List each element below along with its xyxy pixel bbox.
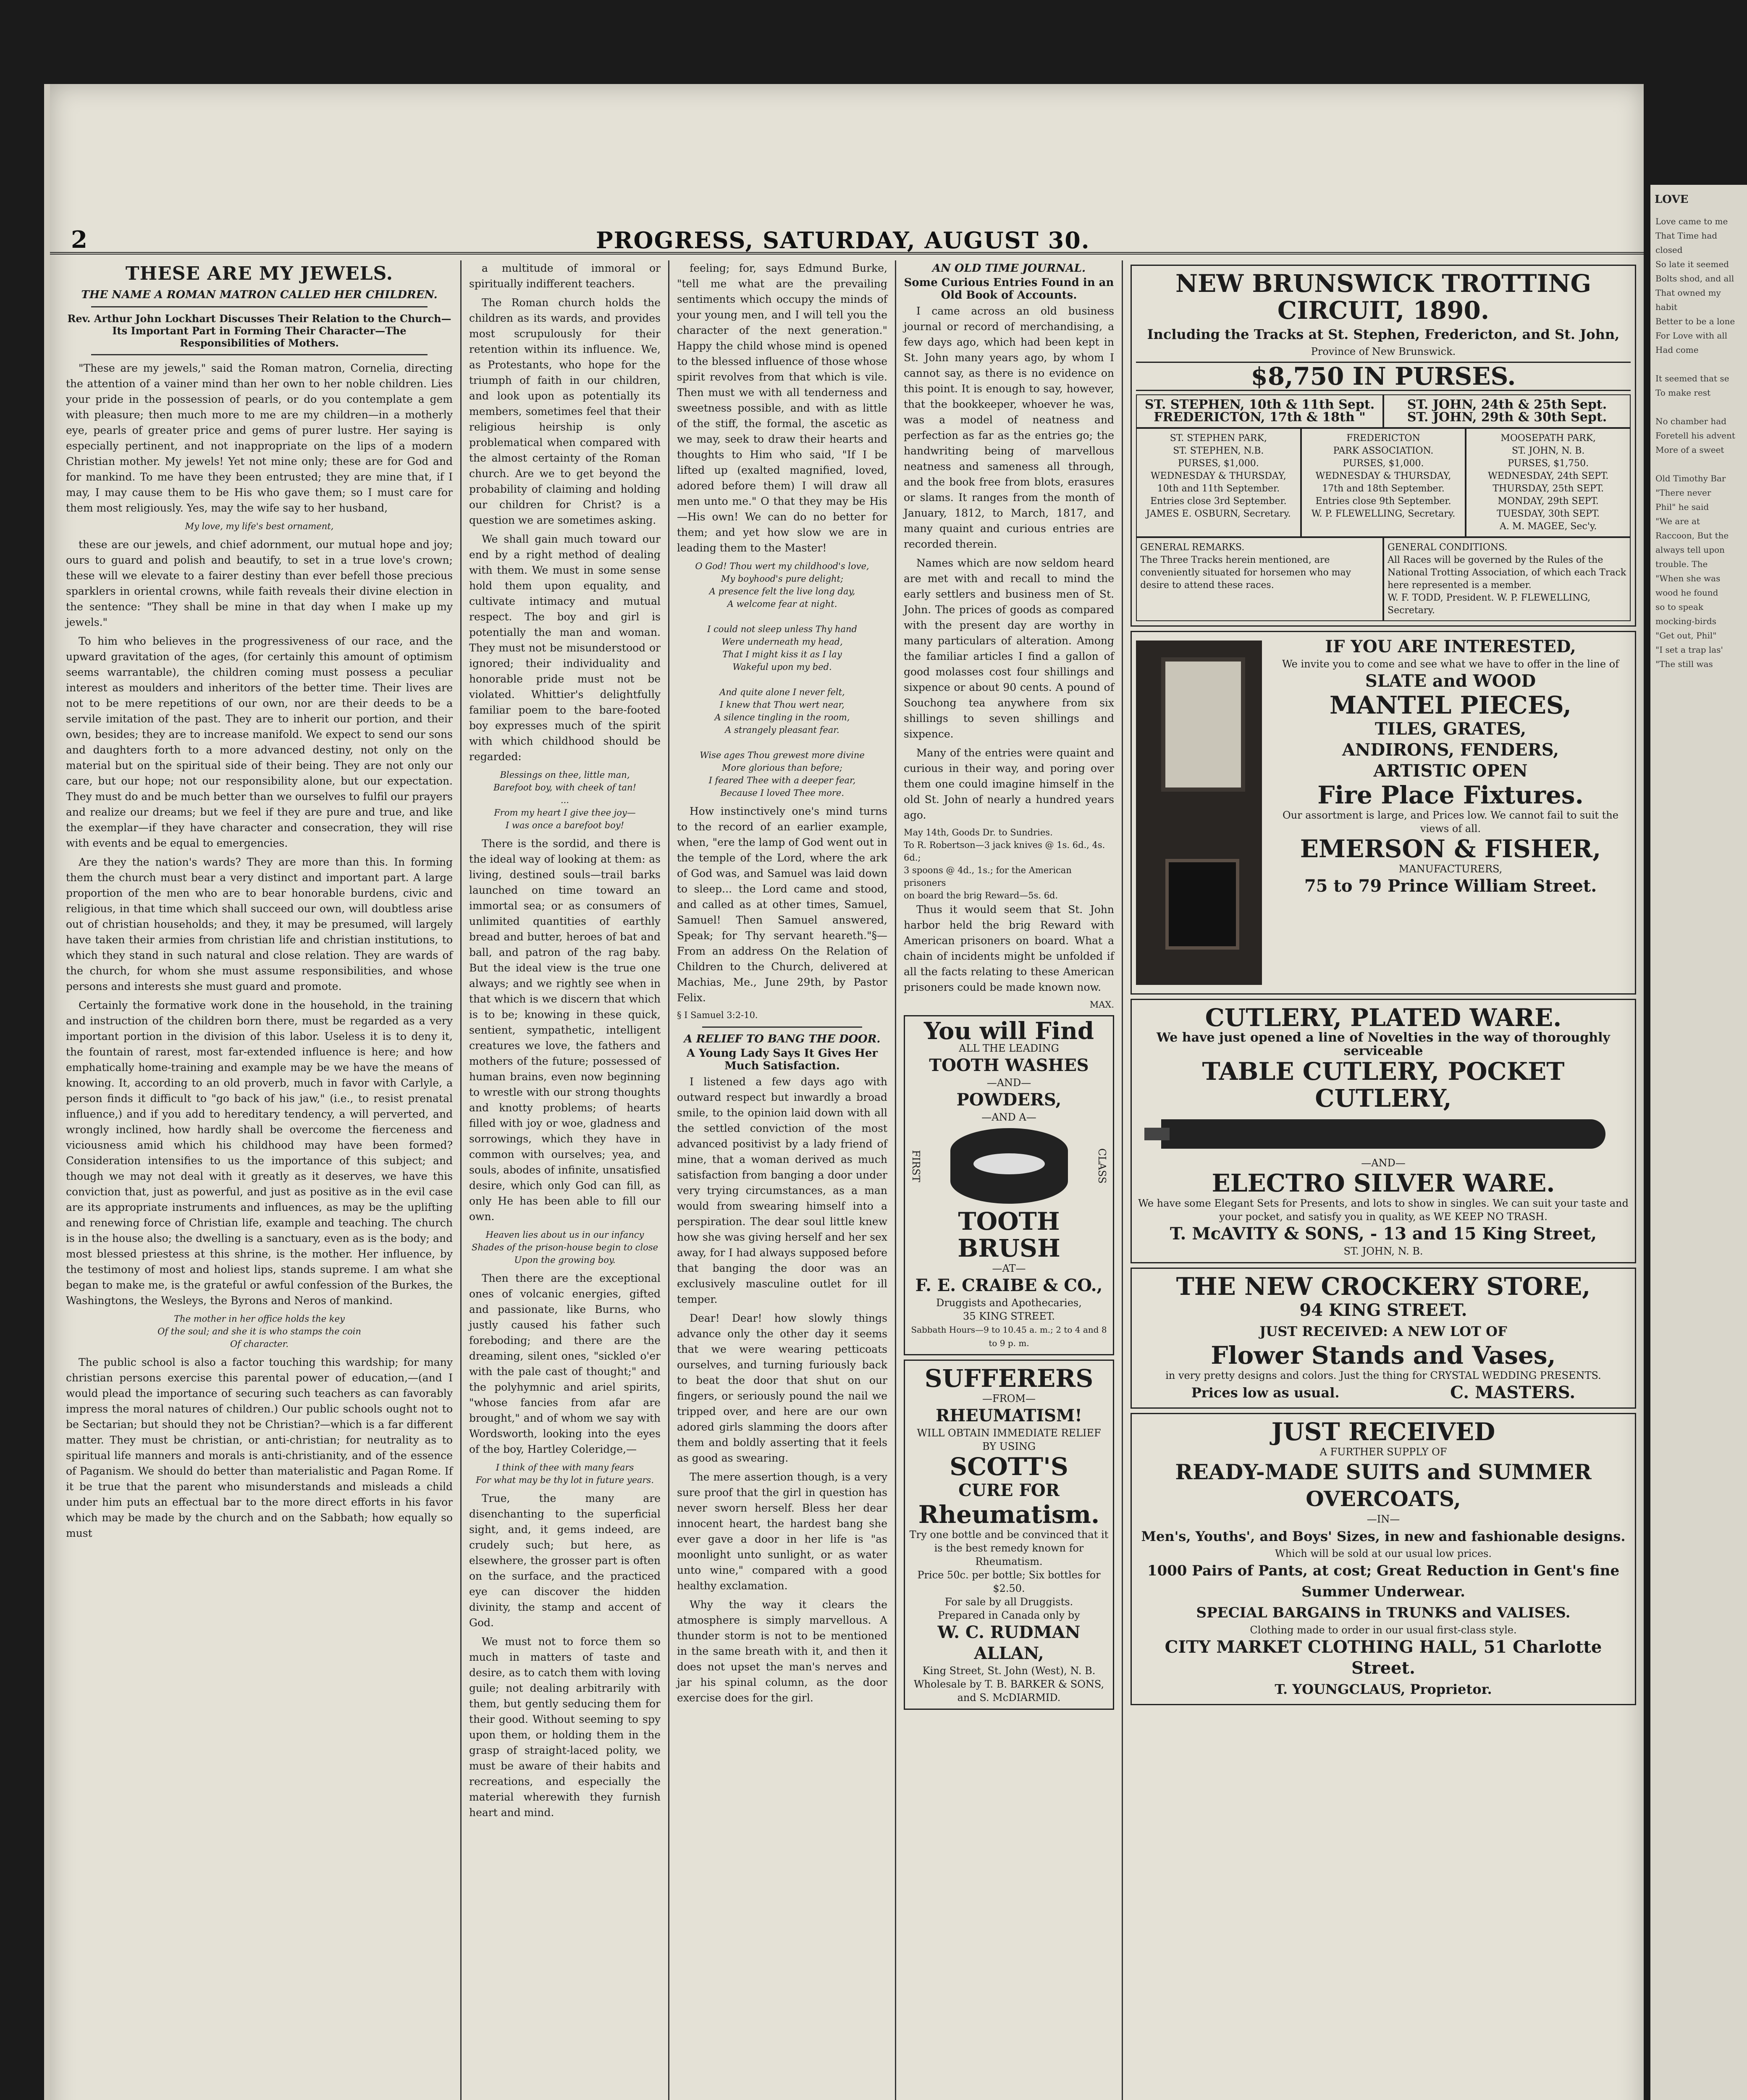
clothing-ad [1131,1413,1636,1705]
journal-entries: May 14th, Goods Dr. to Sundries. To R. Robertson—3 jack knives @ 1s. 6d., 4s. 6d.; 3 spoons @ 4d., 1s.; for the American prisoners on board the brig Reward—5s. 6d. [904,827,1105,900]
ad-text: 94 KING STREET. [1299,1300,1467,1320]
ad-text: Including the Tracks at St. Stephen, Fredericton, and St. John, [1147,326,1620,342]
ad-text: —IN— [1367,1513,1400,1525]
mantel-illustration [1136,640,1262,985]
ad-headline: MANTEL PIECES, [1330,691,1571,719]
column-two [462,260,669,2100]
ad-text: ARTISTIC OPEN [1373,761,1528,781]
article-paragraph: We shall gain much toward our end by a right method of dealing with them. We must in some sense hold them upon equality, and cultivate intimacy and mutual respect. The boy and girl is potentially the man and woman. They must not be misunderstood or ignored; their individuality and honorable pride must not be violated. Whittier's delightfully familiar poem to the bare-footed boy expresses much of the spirit with which childhood should be regarded: [469,533,661,763]
article-paragraph: Certainly the formative work done in the household, in the training and instruction of the children born there, must be regarded as a very important portion in the division of this labor. Useless it is to deny it, the fountain of rarest, most far-extended influence is here; and how emphatically home-training and example may be we have the means of knowing. It, according to an old proverb, much in favor with Carlyle, a person finds it difficult to "go back of his jaw," (i.e., to resist prenatal influence,) and if you add to hereditary tendency, a will perverted, and wrongly inclined, how hardly shall be overcome the fierceness and viciousness amid which his childhood may have been formed? Consideration intensifies to us the importance of this subject; and though we may not deal with it greatly as it deserves, we have this conviction that, just as powerful, and just as positive as in the evil case are its appropriate instruments and influences, as may be the uplifting and renewing force of Christian life, example and teaching. The church is in the house also; the dwelling is a sanctuary, even as is the body; and most blessed priestess at this shrine, is the mother. Her influence, by the testimony of most and holiest lips, stands supreme. I am what she began to make me, is the grateful or awful confession of the Burkes, the Washingtons, the Wesleys, the Byrons and Neros of mankind. [66,999,453,1307]
moosepath-park: MOOSEPATH PARK, ST. JOHN, N. B. PURSES, $1,750. WEDNESDAY, 24th SEPT. THURSDAY, 25th SEPT. MONDAY, 29th SEPT. TUESDAY, 30th SEPT. A. M. MAGEE, Sec'y. [1466,428,1631,537]
ad-text: Try one bottle and be convinced that it is the best remedy known for Rheumatism. [909,1529,1109,1567]
article-paragraph: The mere assertion though, is a very sure proof that the girl in question has never sworn herself. Bless her dear innocent heart, the hardest bang she ever gave a door in her life is "as moonlight unto sunlight, or as water unto wine," compared with a good healthy exclamation. [677,1471,887,1592]
ad-text: CURE FOR [958,1480,1060,1500]
ad-headline: THE NEW CROCKERY STORE, [1176,1272,1591,1301]
tooth-ad [904,1015,1114,1355]
article-paragraph: "These are my jewels," said the Roman matron, Cornelia, directing the attention of a vainer mind than her own to her noble children. Lies your pride in the possession of pearls, or do you contemplate a gem with pleasure; then much more to me are my children—in a motherly eye, pearls of greater price and gems of purer lustre. Her saying is especially pertinent, and not inappropriate on the lips of a modern Christian mother. My jewels! Yet not mine only; these are for God and for mankind. To me have they been entrusted; they are mine that, if I may, I may cause them to be His who gave them; so I must care for them most religiously. Yes, may the wife say to her husband, [66,362,453,514]
ad-text: Fire Place Fixtures. [1317,781,1584,809]
ad-text: Rheumatism. [918,1500,1100,1529]
ad-text: TOOTH BRUSH [957,1207,1060,1263]
ad-text: —FROM— [982,1393,1036,1404]
ad-text: —AND— [1361,1157,1406,1169]
newspaper-page [44,84,1644,2100]
ad-text: SCOTT'S [950,1452,1068,1481]
ad-text: Flower Stands and Vases, [1211,1341,1556,1370]
ad-text: Province of New Brunswick. [1311,346,1456,357]
article-paragraph: How instinctively one's mind turns to the record of an earlier example, when, "ere the lamp of God went out in the temple of the Lord, where the ark of God was, and Samuel was laid down to sleep... the Lord came and stood, and called as at other times, Samuel, Samuel! Then Samuel answered, Speak; for Thy servant heareth."§—From an address On the Relation of Children to the Church, delivered at Machias, Me., June 29th, by Pastor Felix. [677,805,887,1004]
ad-text: Clothing made to order in our usual first-class style. [1250,1624,1517,1636]
journal-subhead: Some Curious Entries Found in an Old Book of Accounts. [904,276,1114,302]
ad-text: CLASS [1096,1148,1108,1184]
ad-text: WILL OBTAIN IMMEDIATE RELIEF BY USING [917,1427,1101,1452]
ad-text: King Street, St. John (West), N. B. [922,1665,1096,1677]
ad-headline: CUTLERY, PLATED WARE. [1205,1003,1562,1032]
door-subhead: A Young Lady Says It Gives Her Much Satisfaction. [686,1047,878,1072]
ad-text: TILES, GRATES, ANDIRONS, FENDERS, [1342,719,1559,760]
ad-text: SPECIAL BARGAINS in TRUNKS and VALISES. [1196,1604,1571,1621]
mirror [1161,657,1245,792]
divider [702,1026,862,1028]
article-paragraph: feeling; for, says Edmund Burke, "tell me what are the prevailing sentiments which occupy the minds of your young men, and I will tell you the character of the next generation." Happy the child whose mind is opened to the blessed influence of those whose spirit revolves from that which is vile. Then must we with all tenderness and sweetness possible, and with as little of the stiff, the formal, the ascetic as we may, seek to draw their hearts and thoughts to Him who said, "If I be lifted up (exalted magnified, loved, adored before them) I will draw all men unto me." O that they may be His—His own! We can do no better for them; and yet how slow we are in leading them to the Master! [677,262,887,554]
general-conditions: GENERAL CONDITIONS. All Races will be governed by the Rules of the National Trotting Association, of which each Track here represented is a member. W. F. TODD, President. W. P. FLEWELLING, Secretary. [1383,537,1631,621]
article-paragraph: I listened a few days ago with outward respect but inwardly a broad smile, to the opinion laid down with all the settled conviction of the most advanced positivist by a lady friend of mine, that a woman derived as much satisfaction from banging a door under very trying circumstances, as a man would from swearing himself into a perspiration. The dear soul little knew how she was giving herself and her sex away, for I had always supposed before that banging the door was an exclusively masculine outlet for ill temper. [677,1076,887,1305]
divider [91,354,428,355]
adjacent-page-heading: LOVE [1655,193,1689,206]
ad-text: JUST RECEIVED: A NEW LOT OF [1259,1323,1507,1339]
article-paragraph: Are they the nation's wards? They are more than this. In forming them the church must bear a very distinct and important part. A large proportion of the men who are to bear honorable burdens, civic and religious, in that time which shall succeed our own, will doubtless arise out of christian households; and they, it may be presumed, will largely have taken their armies from christian life and christian institutions, to which they stand in such natural and close relation. They are wards of the church, for whom she must assume responsibilities, and whose persons and interests she must guard and promote. [66,856,453,992]
ad-text: ELECTRO SILVER WARE. [1212,1169,1555,1197]
jewels-headline: THESE ARE MY JEWELS. [125,263,393,284]
race-dates-left: ST. STEPHEN, 10th & 11th Sept. FREDERICTON, 17th & 18th " [1136,394,1383,428]
newspaper-title: PROGRESS, SATURDAY, AUGUST 30. [596,227,1090,254]
ad-firm-name: EMERSON & FISHER, [1300,835,1601,863]
ad-text: 75 to 79 Prince William Street. [1304,876,1597,896]
ad-text: 35 KING STREET. [963,1310,1055,1322]
column-jewels [58,260,462,2100]
article-paragraph: True, the many are disenchanting to the superficial sight, and, it gems indeed, are crudely such; but here, as elsewhere, the grosser part is often on the surface, and the practiced eye can discover the hidden divinity, the stamp and accent of God. [469,1492,661,1629]
st-stephen-park: ST. STEPHEN PARK, ST. STEPHEN, N.B. PURSES, $1,000. WEDNESDAY & THURSDAY, 10th and 11th September. Entries close 3rd September. JAMES E. OSBURN, Secretary. [1136,428,1301,537]
article-paragraph: a multitude of immoral or spiritually indifferent teachers. [469,262,661,290]
article-paragraph: Then there are the exceptional ones of volcanic energies, gifted and passionate, like Burns, who justly caused his father such foreboding; and there are the dreaming, silent ones, "sickled o'er with the pale cast of thought;" and the polyhymnic and ariel spirits, "whose fancies from afar are brought," and of whom we say with Wordsworth, looking into the eyes of the boy, Hartley Coleridge,— [469,1272,661,1455]
article-paragraph: Why the way it clears the atmosphere is simply marvellous. A thunder storm is not to be mentioned in the same breath with it, and then it does not upset the man's nerves and jar his spinal column, as the door exercise does for the girl. [677,1599,887,1704]
rheumatism-ad [904,1360,1114,1710]
journal-headline: AN OLD TIME JOURNAL. [932,262,1086,275]
ad-text: Our assortment is large, and Prices low. We cannot fail to suit the views of all. [1283,809,1618,835]
jewels-subhead: THE NAME A ROMAN MATRON CALLED HER CHILDREN. [81,289,438,301]
ad-text: Druggists and Apothecaries, [936,1297,1082,1309]
ad-text: Sabbath Hours—9 to 10.45 a. m.; 2 to 4 and 8 to 9 p. m. [911,1325,1107,1348]
ad-text: —AND— [986,1077,1031,1089]
mantel-ad [1131,631,1636,995]
race-dates-right: ST. JOHN, 24th & 25th Sept. ST. JOHN, 29th & 30th Sept. [1383,394,1631,428]
ad-text: Wholesale by T. B. BARKER & SONS, and S. McDIARMID. [913,1678,1104,1704]
knife-illustration [1161,1119,1605,1149]
poem-quote: The mother in her office holds the key Of the soul; and she it is who stamps the coin Of character. [157,1314,361,1349]
adjacent-page-text: Love came to me That Time had closed So late it seemed Bolts shod, and all That owned my habit Better to be a lone For Love with all Had come It seemed that se To make rest No chamber had Foretell his advent More of a sweet Old Timothy Bar "There never Phil" he said "We are at Raccoon, But the always tell upon trouble. The "When she was wood he found so to speak mocking-birds "Get out, Phil" "I set a trap las' "The still was [1655,216,1735,669]
article-paragraph: Names which are now seldom heard are met with and recall to mind the early settlers and business men of St. John. The prices of goods as compared with the present day are worthy in many particulars of alteration. Among the familiar articles I find a gallon of good molasses cost four shillings and sixpence or about 90 cents. A pound of Souchong tea anywhere from six shillings to seven shillings and sixpence. [904,557,1114,740]
masthead [50,223,1644,255]
article-paragraph: The public school is also a factor touching this wardship; for many christian persons exercise this parental power of education,—(and I would plead the importance of securing such teachers as can favorably impress the moral natures of children.) Our public schools ought not to be Sectarian; but should they not be Christian?—which is a far different matter. They must be christian, or anti-christian; for neutrality as to spiritual life manners and morals is anti-christianity, and of the essence of Paganism. We should do better than materialistic and Pagan Rome. If it be true that the parent who misunderstands and misleads a child under him puts an effectual bar to the more direct efforts in his favor which may be made by the church and on the Sabbath; how equally so must [66,1356,453,1539]
ad-headline: You will Find [923,1017,1094,1045]
ad-headline: JUST RECEIVED [1271,1418,1495,1446]
door-headline: A RELIEF TO BANG THE DOOR. [684,1033,881,1045]
ad-text: A FURTHER SUPPLY OF [1319,1446,1447,1458]
cutlery-ad [1131,999,1636,1263]
poem-coleridge: I think of thee with many fears For what may be thy lot in future years. [475,1462,654,1485]
ad-text: —AND A— [981,1111,1036,1123]
ad-text: Prepared in Canada only by [938,1609,1080,1621]
poem-line: My love, my life's best ornament, [185,521,334,531]
divider [91,306,428,307]
ad-text: T. YOUNGCLAUS, Proprietor. [1275,1681,1492,1697]
ad-firm-name: C. MASTERS. [1450,1383,1576,1402]
ad-firm-name: CITY MARKET CLOTHING HALL, 51 Charlotte Street. [1165,1637,1602,1678]
ad-text: IF YOU ARE INTERESTED, [1325,637,1576,656]
poem-wordsworth: Heaven lies about us in our infancy Shades of the prison-house begin to close Upon the growing boy. [471,1230,658,1265]
ad-text: in very pretty designs and colors. Just the thing for CRYSTAL WEDDING PRESENTS. [1165,1370,1601,1381]
tooth-powder-tin-illustration [950,1128,1068,1204]
article-paragraph: The Roman church holds the children as its wards, and provides most scrupulously for their retention within its influence. We, as Protestants, who hope for the triumph of faith in our children, and look upon as potentially its members, sometimes feel that their religious heirship is only problematical when compared with the almost certainty of the Roman church. Are we to get beyond the probability of claiming and holding our children for Christ? is a question we are sometimes asking. [469,297,661,526]
ad-text: Price 50c. per bottle; Six bottles for $2.50. [917,1569,1101,1594]
ad-text: READY-MADE SUITS and SUMMER OVERCOATS, [1175,1460,1592,1511]
ad-text: RHEUMATISM! [936,1406,1082,1425]
trotting-circuit-ad [1131,265,1636,627]
ad-text: Men's, Youths', and Boys' Sizes, in new and fashionable designs. [1141,1528,1626,1544]
ad-firm-name: W. C. RUDMAN ALLAN, [937,1622,1081,1663]
adjacent-page-edge [1650,185,1747,2100]
ad-firm-name: T. McAVITY & SONS, - 13 and 15 King Street, [1170,1224,1597,1244]
ad-text: TABLE CUTLERY, POCKET CUTLERY, [1202,1057,1565,1113]
ad-text: Which will be sold at our usual low prices. [1275,1548,1492,1559]
ad-text: ST. JOHN, N. B. [1343,1245,1423,1257]
article-paragraph: To him who believes in the progressiveness of our race, and the upward gravitation of the ages, (for certainly this amount of optimism seems warrantable), the children coming must possess a peculiar interest as moulders and inheritors of the better time. Their lives are not to be mere repetitions of our own, nor are their deeds to be a servile imitation of the past. They are to inherit our portion, and their own, besides; they are to increase manifold. We expect to send our sons and daughters forth to a more advanced destiny, not only on the material but on the spiritual side of their being. They are not only our care, but our hope; not our responsibility alone, but our expectation. They must do and be much better than we ourselves to fulfil our prayers and realize our dreams; but we feel if they are pure and true, and like the exemplar—if they have character and consecration, they will rise with events and be equal to emergencies. [66,635,453,849]
ad-text: 1000 Pairs of Pants, at cost; Great Reduction in Gent's fine Summer Underwear. [1147,1562,1620,1600]
fredericton-park: FREDERICTON PARK ASSOCIATION. PURSES, $1,000. WEDNESDAY & THURSDAY, 17th and 18th September. Entries close 9th September. W. P. FLEWELLING, Secretary. [1301,428,1466,537]
article-paragraph: There is the sordid, and there is the ideal way of looking at them: as living, destined souls—trail barks launched on time toward an immortal sea; or as consumers of unlimited quantities of earthly bread and butter, heroes of bat and ball, and patron of the rag baby. But the ideal view is the true one always; and we rightly see when in that which is we discern that which is to be; knowing in these quick, sentient, sympathetic, intelligent creatures we love, the fathers and mothers of the future; possessed of human brains, even now beginning to wrestle with our strong thoughts and knotty problems; of hearts filled with joy or woe, gladness and sorrowings, which they have in common with ourselves; yea, and souls, abodes of infinite, unsatisfied desire, which only God can fill, as only He has been able to fill our own. [469,837,661,1223]
general-remarks: GENERAL REMARKS. The Three Tracks herein mentioned, are conveniently situated for horsemen who may desire to attend these races. [1136,537,1383,621]
article-paragraph: Thus it would seem that St. John harbor held the brig Reward with American prisoners on board. What a chain of incidents might be unfolded if all the facts relating to these American prisoners could be made known now. [904,903,1114,993]
ad-text: MANUFACTURERS, [1398,863,1503,875]
ad-text: Prices low as usual. [1191,1385,1340,1401]
author-signature: MAX. [1089,1000,1114,1010]
ad-headline: NEW BRUNSWICK TROTTING CIRCUIT, 1890. [1175,269,1592,325]
poem-faber: O God! Thou wert my childhood's love, My boyhood's pure delight; A presence felt the live long day, A welcome fear at night. I could not sleep unless Thy hand Were underneath my head, That I might kiss it as I lay Wakeful upon my bed. And quite alone I never felt, I knew that Thou wert near, A silence tingling in the room, A strangely pleasant fear. Wise ages Thou grewest more divine More glorious than before; I feared Thee with a deeper fear, Because I loved Thee more. [695,561,869,798]
article-paragraph: Many of the entries were quaint and curious in their way, and poring over them one could imagine himself in the old St. John of nearly a hundred years ago. [904,747,1114,821]
ad-text: —AT— [992,1263,1026,1274]
article-paragraph: Dear! Dear! how slowly things advance only the other day it seems that we were wearing petticoats ourselves, and turning furiously back to beat the door that shut on our fingers, or seriously pound the nail we tripped over, and here are our own adored girls slamming the doors after them and boldly asserting that it feels as good as swearing. [677,1312,887,1464]
ad-text: ALL THE LEADING [959,1042,1059,1054]
article-paragraph: these are our jewels, and chief adornment, our mutual hope and joy; ours to guard and polish and beautify, to set in a true love's crown; these will we elevate to a fairer destiny than ever befell those precious sparklers in oriental crowns, while faith reveals their divine election in the sentence: "They shall be mine in that day when I make up my jewels." [66,538,453,628]
poem-barefoot-boy: Blessings on thee, little man, Barefoot boy, with cheek of tan! ... From my heart I give thee joy— I was once a barefoot boy! [493,770,636,830]
footnote: § I Samuel 3:2-10. [677,1010,758,1020]
ad-text: TOOTH WASHES [929,1055,1089,1075]
column-three [669,260,896,2100]
article-paragraph: We must not to force them so much in matters of taste and desire, as to catch them with loving guile; not dealing arbitrarily with them, but gently seducing them for their good. Without seeming to spy upon them, or holding them in the grasp of straight-laced polity, we must be aware of their habits and recreations, and especially the material wherewith they furnish heart and mind. [469,1635,661,1819]
fireplace-grate [1165,859,1239,950]
ad-text: For sale by all Druggists. [944,1596,1073,1608]
ad-text: $8,750 IN PURSES. [1136,362,1631,391]
tin-label [973,1153,1045,1174]
ad-text: We invite you to come and see what we have to offer in the line of [1282,658,1619,670]
page-number: 2 [71,226,87,254]
crockery-ad [1131,1268,1636,1409]
article-paragraph: I came across an old business journal or record of merchandising, a few days ago, which had been kept in St. John many years ago, by whom I cannot say, as there is no evidence on this point. It is enough to say, however, that the bookkeeper, whoever he was, was a model of neatness and perfection as far as the entries go; the handwriting being of marvellous neatness and sameness all through, and the book free from blots, erasures or slams. It ranges from the month of January, 1812, to March, 1817, and many quaint and curious entries are recorded therein. [904,305,1114,550]
ad-headline: SUFFERERS [924,1364,1094,1393]
jewels-deck: Rev. Arthur John Lockhart Discusses Their Relation to the Church—Its Important Part in Forming Their Character—The Responsibilities of Mothers. [67,312,451,349]
ad-text: POWDERS, [956,1090,1062,1110]
ad-text: We have just opened a line of Novelties in the way of thoroughly serviceable [1157,1030,1610,1058]
advertisements-column [1123,260,1644,2100]
ad-text: FIRST [910,1150,922,1182]
ad-text: SLATE and WOOD [1365,671,1536,691]
ad-text: We have some Elegant Sets for Presents, and lots to show in singles. We can suit your taste and your pocket, and satisfy you in quality, as WE KEEP NO TRASH. [1138,1197,1629,1223]
ad-firm-name: F. E. CRAIBE & CO., [915,1276,1103,1295]
column-four [896,260,1123,2100]
